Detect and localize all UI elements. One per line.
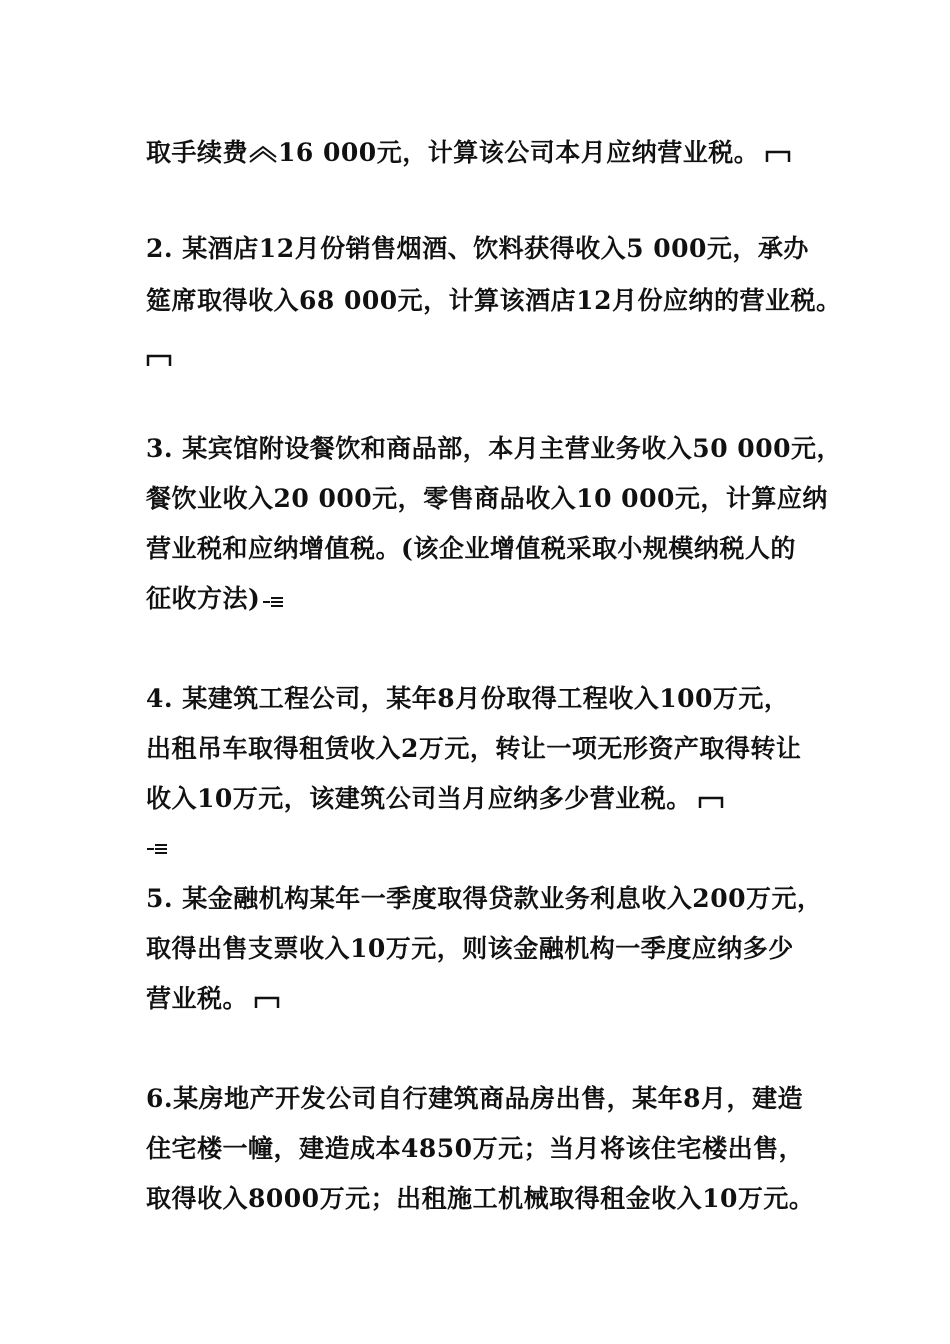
text-line [146, 782, 724, 816]
text-line: 2. 某酒店12月份销售烟酒、饮料获得收入5 000元，承办 [146, 234, 809, 263]
bracket-mark-icon [765, 146, 791, 164]
equals-mark-icon [146, 840, 168, 860]
text-line: 餐饮业收入20 000元，零售商品收入10 000元，计算应纳 [146, 484, 828, 513]
chevron-up-icon [248, 145, 278, 165]
text-segment: 营业税。 [146, 984, 249, 1013]
text-segment: 征收方法) [146, 584, 261, 613]
text-segment: 16 000元，计算该公司本月应纳营业税。 [278, 138, 760, 167]
text-line [146, 136, 791, 170]
text-line: 营业税和应纳增值税。(该企业增值税采取小规模纳税人的 [146, 534, 796, 563]
text-line: 6.某房地产开发公司自行建筑商品房出售，某年8月，建造 [146, 1084, 803, 1113]
text-line: 住宅楼一幢，建造成本4850万元；当月将该住宅楼出售， [146, 1134, 805, 1163]
text-line [146, 982, 280, 1016]
text-line: 4. 某建筑工程公司，某年8月份取得工程收入100万元， [146, 684, 790, 713]
bracket-mark-icon [146, 350, 172, 372]
text-segment: 取手续费 [146, 138, 249, 167]
bracket-mark-icon [254, 992, 280, 1010]
text-line: 出租吊车取得租赁收入2万元，转让一项无形资产取得转让 [146, 734, 802, 763]
text-line: 取得出售支票收入10万元，则该金融机构一季度应纳多少 [146, 934, 794, 963]
bracket-mark-icon [698, 792, 724, 810]
text-line: 3. 某宾馆附设餐饮和商品部，本月主营业务收入50 000元， [146, 434, 842, 463]
equals-mark-icon [262, 593, 284, 609]
text-line: 5. 某金融机构某年一季度取得贷款业务利息收入200万元， [146, 884, 823, 913]
text-line: 筵席取得收入68 000元，计算该酒店12月份应纳的营业税。 [146, 286, 842, 315]
text-line: 取得收入8000万元；出租施工机械取得租金收入10万元。 [146, 1184, 815, 1213]
text-segment: 收入10万元，该建筑公司当月应纳多少营业税。 [146, 784, 692, 813]
text-line [146, 582, 284, 616]
